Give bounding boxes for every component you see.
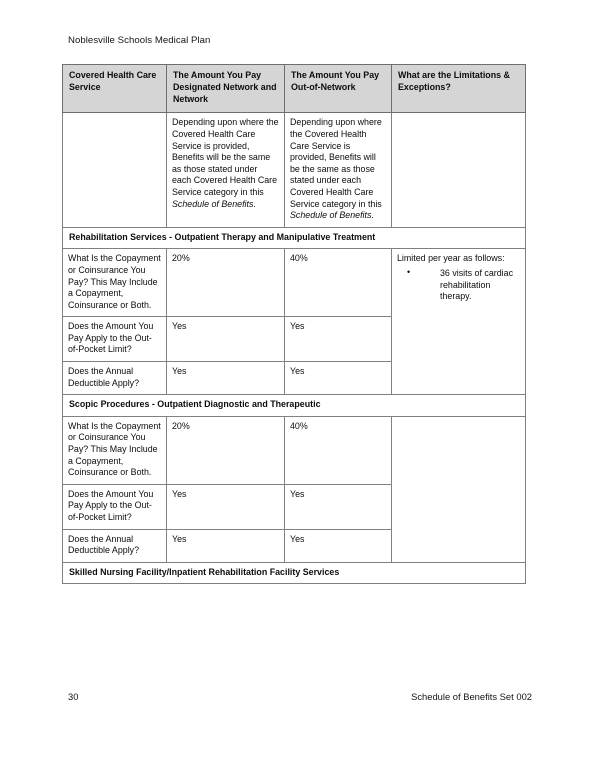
designated-network-value: Yes bbox=[167, 362, 285, 395]
limitation-text: 36 visits of cardiac rehabilitation therapy. bbox=[440, 267, 514, 302]
column-header-designated-network: The Amount You Pay Designated Network and Network bbox=[167, 65, 285, 113]
section-title-scopic-procedures: Scopic Procedures - Outpatient Diagnostic and Therapeutic bbox=[63, 395, 526, 417]
question-cell: Does the Amount You Pay Apply to the Out-of-Pocket Limit? bbox=[63, 484, 167, 529]
limitations-cell bbox=[392, 416, 526, 562]
section-title-rehabilitation-services: Rehabilitation Services - Outpatient Therapy and Manipulative Treatment bbox=[63, 227, 526, 249]
document-header-title: Noblesville Schools Medical Plan bbox=[68, 35, 211, 46]
intro-service-cell bbox=[63, 113, 167, 227]
designated-network-value: 20% bbox=[167, 249, 285, 317]
intro-oon-text: Depending upon where the Covered Health Care Service is provided, Benefits will be the same as those stated under each Covered Health Care Service category in this bbox=[290, 117, 382, 209]
out-of-network-value: Yes bbox=[285, 317, 392, 362]
table-header-row bbox=[63, 65, 526, 113]
designated-network-value: 20% bbox=[167, 416, 285, 484]
section-header-row bbox=[63, 562, 526, 584]
section-header-row bbox=[63, 395, 526, 417]
question-cell: Does the Amount You Pay Apply to the Out-of-Pocket Limit? bbox=[63, 317, 167, 362]
column-header-limitations: What are the Limitations & Exceptions? bbox=[392, 65, 526, 113]
question-cell: Does the Annual Deductible Apply? bbox=[63, 529, 167, 562]
list-item bbox=[397, 268, 520, 303]
intro-designated-tail: . bbox=[253, 198, 256, 209]
table-row bbox=[63, 249, 526, 317]
limitations-cell bbox=[392, 249, 526, 395]
footer-set-label: Schedule of Benefits Set 002 bbox=[411, 691, 532, 702]
page-number: 30 bbox=[68, 691, 79, 702]
bullet-icon: • bbox=[407, 267, 411, 278]
table-row bbox=[63, 416, 526, 484]
section-header-row bbox=[63, 227, 526, 249]
intro-limitations-cell bbox=[392, 113, 526, 227]
benefits-table bbox=[62, 64, 526, 584]
intro-designated-network-cell bbox=[167, 113, 285, 227]
column-header-covered-service: Covered Health Care Service bbox=[63, 65, 167, 113]
question-cell: What Is the Copayment or Coinsurance You Pay? This May Include a Copayment, Coinsurance or Both. bbox=[63, 416, 167, 484]
benefits-table-container bbox=[62, 64, 525, 584]
designated-network-value: Yes bbox=[167, 484, 285, 529]
intro-out-of-network-cell bbox=[285, 113, 392, 227]
limitations-list bbox=[397, 268, 520, 303]
intro-oon-tail: . bbox=[371, 210, 374, 221]
column-header-out-of-network: The Amount You Pay Out-of-Network bbox=[285, 65, 392, 113]
question-cell: Does the Annual Deductible Apply? bbox=[63, 362, 167, 395]
intro-oon-italic: Schedule of Benefits bbox=[290, 210, 372, 221]
page-footer bbox=[68, 690, 532, 704]
out-of-network-value: 40% bbox=[285, 249, 392, 317]
question-cell: What Is the Copayment or Coinsurance You Pay? This May Include a Copayment, Coinsurance or Both. bbox=[63, 249, 167, 317]
intro-designated-text: Depending upon where the Covered Health Care Service is provided, Benefits will be the same as those stated under each Covered Health Care Service category in this bbox=[172, 117, 279, 197]
intro-designated-italic: Schedule of Benefits bbox=[172, 198, 254, 209]
limitations-intro: Limited per year as follows: bbox=[397, 253, 505, 264]
out-of-network-value: Yes bbox=[285, 362, 392, 395]
designated-network-value: Yes bbox=[167, 529, 285, 562]
section-title-skilled-nursing-facility: Skilled Nursing Facility/Inpatient Rehabilitation Facility Services bbox=[63, 562, 526, 584]
out-of-network-value: 40% bbox=[285, 416, 392, 484]
out-of-network-value: Yes bbox=[285, 529, 392, 562]
table-row bbox=[63, 113, 526, 227]
out-of-network-value: Yes bbox=[285, 484, 392, 529]
designated-network-value: Yes bbox=[167, 317, 285, 362]
